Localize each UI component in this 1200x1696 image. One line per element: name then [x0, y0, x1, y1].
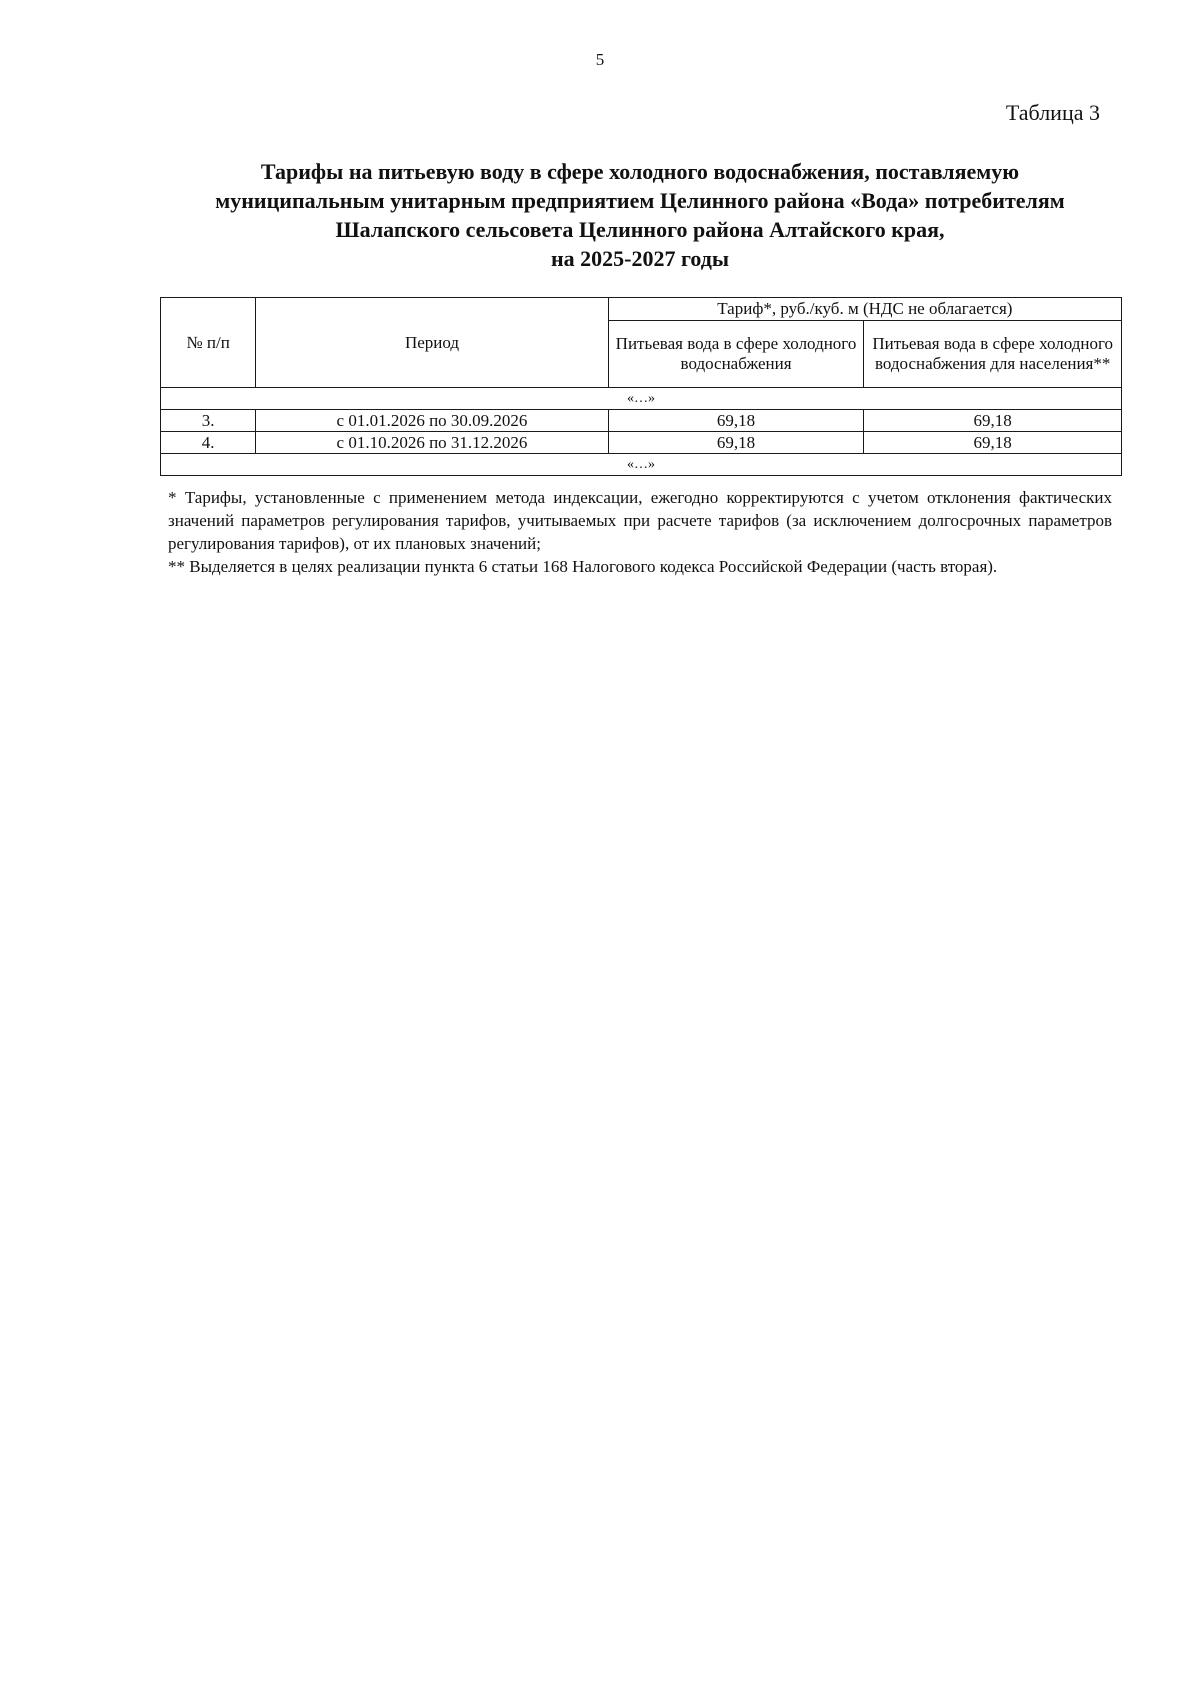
cell-tariff-population: 69,18 [864, 432, 1122, 454]
subheader-drinking-water-population: Питьевая вода в сфере холодного водоснабжения для населения** [864, 321, 1122, 388]
ellipsis-cell: «…» [161, 388, 1122, 410]
cell-tariff: 69,18 [608, 410, 864, 432]
header-tariff: Тариф*, руб./куб. м (НДС не облагается) [608, 298, 1121, 321]
document-title [160, 157, 1120, 273]
cell-tariff: 69,18 [608, 432, 864, 454]
cell-period: с 01.01.2026 по 30.09.2026 [256, 410, 608, 432]
table-label: Таблица 3 [1005, 100, 1100, 125]
footnote: ** Выделяется в целях реализации пункта 6 статьи 168 Налогового кодекса Российской Федерации (часть вторая). [168, 557, 998, 576]
table-row [161, 410, 1122, 432]
table-row [161, 432, 1122, 454]
page-number: 5 [595, 50, 605, 69]
title-line: Тарифы на питьевую воду в сфере холодного водоснабжения, поставляемую [260, 159, 1020, 184]
title-line: на 2025-2027 годы [550, 246, 730, 271]
cell-number: 4. [161, 432, 256, 454]
header-period: Период [256, 298, 608, 388]
cell-number: 3. [161, 410, 256, 432]
table-ellipsis-row [161, 454, 1122, 476]
cell-period: с 01.10.2026 по 31.12.2026 [256, 432, 608, 454]
ellipsis-cell: «…» [161, 454, 1122, 476]
footnote: * Тарифы, установленные с применением метода индексации, ежегодно корректируются с учетом отклонения фактических значений параметров регулирования тарифов, учитываемых при расчете тарифов (за исключением долгосрочных параметров регулирования тарифов), от их плановых значений; [168, 488, 1112, 553]
tariff-table [160, 297, 1122, 476]
title-line: Шалапского сельсовета Целинного района Алтайского края, [335, 217, 945, 242]
table-ellipsis-row [161, 388, 1122, 410]
footnotes [168, 486, 1112, 578]
cell-tariff-population: 69,18 [864, 410, 1122, 432]
title-line: муниципальным унитарным предприятием Целинного района «Вода» потребителям [215, 188, 1065, 213]
table-header-row [161, 298, 1122, 321]
header-number: № п/п [161, 298, 256, 388]
subheader-drinking-water: Питьевая вода в сфере холодного водоснабжения [608, 321, 864, 388]
